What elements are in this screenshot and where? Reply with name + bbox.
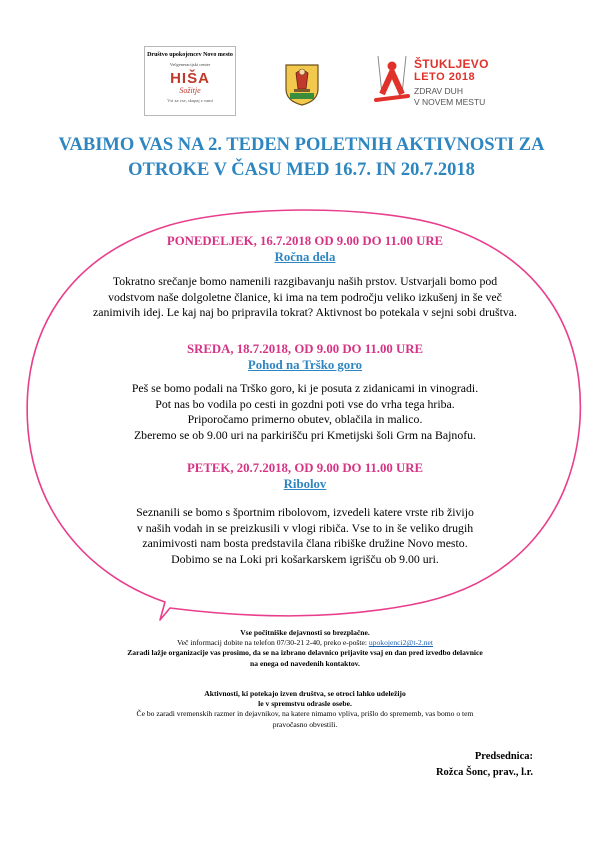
event-3-description [60, 505, 550, 567]
footer-free-note: Vse počitniške dejavnosti so brezplačne. [240, 628, 370, 637]
event-1-day: PONEDELJEK, 16.7.2018 OD 9.00 DO 11.00 URE [166, 234, 444, 248]
event-2-line: Priporočamo primerno obutev, oblačila in malico. [187, 412, 423, 426]
footer-contact-line [60, 638, 550, 648]
festival-name: ŠTUKLJEVO [414, 57, 489, 71]
event-1-line: vodstvom naše dolgoletne članice, ki ima na tem področju veliko izkušenj in še več [108, 289, 502, 304]
footer-register-line-1: Zaradi lažje organizacije vas prosimo, da se na izbrano delavnico prijavite vsaj en dan pred izvedbo delavnice [127, 648, 483, 658]
page-title-line-2: OTROKE V ČASU MED 16.7. IN 20.7.2018 [128, 160, 475, 180]
event-3-line: zanimivosti nam bosta predstavila člana ribiške družine Novo mesto. [142, 536, 468, 550]
event-2-line: Peš se bomo podali na Trško goro, ki je posuta z zidanicami in vinogradi. [131, 381, 479, 395]
email-link[interactable]: upokojenci2@t-2.net [368, 638, 434, 648]
event-1-activity [60, 250, 550, 265]
society-logo-subtitle: Večgeneracijski center [169, 61, 211, 67]
event-1-description [60, 274, 550, 321]
footer-weather-line-1: Če bo zaradi vremenskih razmer in dejavnikov, na katere nimamo vpliva, prišlo do sprememb, vas bomo o tem [136, 709, 474, 719]
festival-slogan-2: V NOVEM MESTU [414, 97, 486, 107]
footer-register-line-2: na enega od navedenih kontaktov. [250, 658, 360, 668]
footer-contact-text: Več informacij dobite na telefon 07/30-21 2-40, preko e-pošte: [176, 638, 367, 648]
signature-name: Rožca Šonc, prav., l.r. [435, 767, 533, 778]
signature-role: Predsednica: [474, 751, 533, 762]
event-1-activity-label: Ročna dela [274, 250, 336, 264]
festival-year: LETO 2018 [414, 71, 476, 83]
event-2-description [60, 381, 550, 443]
event-1-line: zanimivih idej. Le kaj naj bo pripravila tokrat? Aktivnost bo potekala v sejni sobi društva. [93, 305, 517, 319]
event-3-line: Dobimo se na Loki pri košarkarskem igrišču ob 9.00 uri. [171, 551, 439, 566]
event-2-day: SREDA, 18.7.2018, OD 9.00 DO 11.00 URE [186, 342, 424, 356]
event-2-activity [60, 358, 550, 373]
event-2-activity-label: Pohod na Trško goro [247, 358, 363, 372]
society-logo-bottom: Vsi za vse, skupaj z vami [167, 97, 213, 103]
footer-outside-note [60, 689, 550, 730]
event-3-line: v naših vodah in se preizkusili v vlogi ribiča. Vse to in še veliko drugih [136, 520, 474, 535]
society-logo-word2: Sožitje [179, 85, 201, 95]
event-2-line: Zberemo se ob 9.00 uri na parkirišču pri Kmetijski šoli Grm na Bajnofu. [133, 427, 477, 442]
footer-outside-line-1: Aktivnosti, ki potekajo izven društva, se otroci lahko udeležijo [204, 689, 406, 698]
page-title-line-1: VABIMO VAS NA 2. TEDEN POLETNIH AKTIVNOSTI ZA [58, 135, 545, 155]
event-2-line: Pot nas bo vodila po cesti in gozdni poti vse do vrha tega hriba. [155, 396, 455, 411]
event-3-line: Seznanili se bomo s športnim ribolovom, izvedeli katere vrste rib živijo [136, 505, 474, 519]
footer-weather-line-2: pravočasno obvestili. [272, 719, 338, 729]
event-3-activity-label: Ribolov [283, 477, 327, 491]
event-1-line: Tokratno srečanje bomo namenili razgibavanju naših prstov. Ustvarjali bomo pod [112, 274, 498, 288]
society-logo-title: Društvo upokojencev Novo mesto [147, 52, 233, 58]
event-3-activity [60, 477, 550, 492]
society-logo-word: HIŠA [170, 70, 210, 88]
festival-slogan-1: ZDRAV DUH [414, 86, 463, 96]
footer-notes [60, 628, 550, 669]
footer-outside-line-2: le v spremstvu odrasle osebe. [258, 699, 352, 709]
event-3-day: PETEK, 20.7.2018, OD 9.00 DO 11.00 URE [186, 461, 424, 475]
